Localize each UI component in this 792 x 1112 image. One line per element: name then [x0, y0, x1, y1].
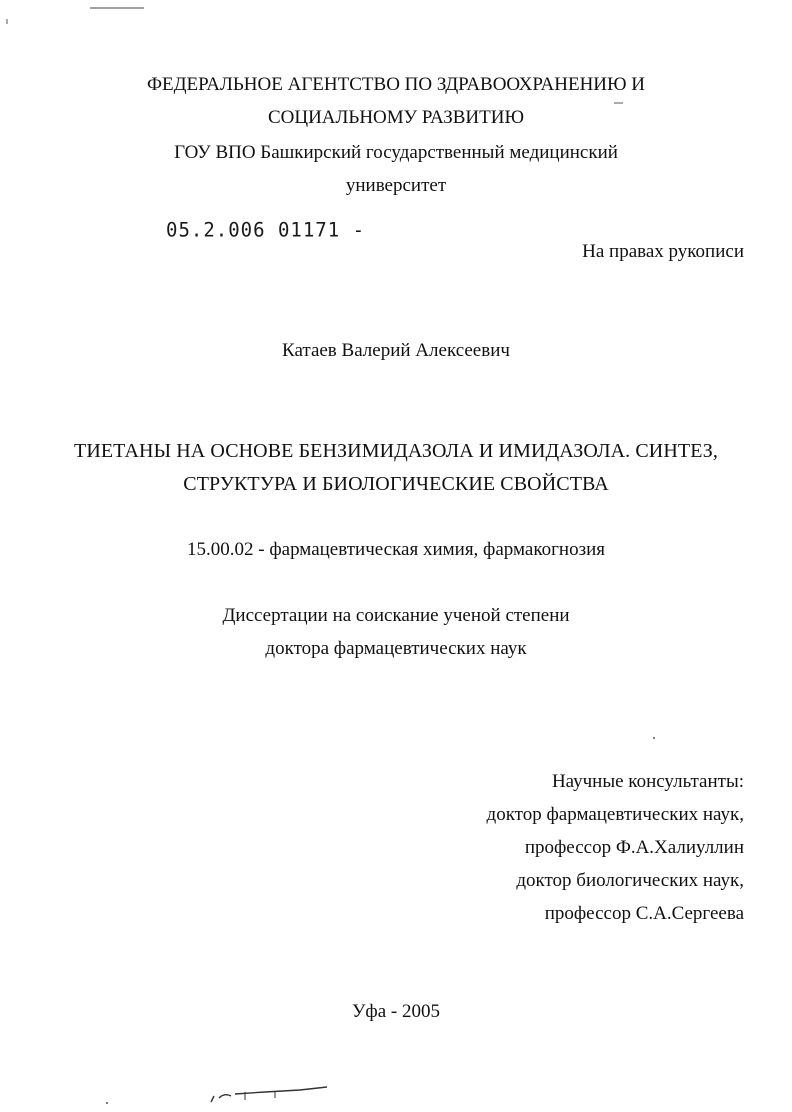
consultants-heading: Научные консультанты: — [551, 771, 744, 792]
author-name: Катаев Валерий Алексеевич — [282, 340, 510, 361]
registration-stamp-number: 05.2.006 01171 - — [166, 218, 366, 242]
consultant-line: доктор биологических наук, — [516, 870, 744, 891]
agency-line-2: СОЦИАЛЬНОМУ РАЗВИТИЮ — [267, 107, 525, 128]
scan-artifact-dot-left — [4, 18, 10, 26]
university-line-2: университет — [345, 175, 447, 196]
city-year: Уфа - 2005 — [351, 1001, 441, 1022]
university-line-1: ГОУ ВПО Башкирский государственный медицинский — [174, 142, 618, 163]
consultant-line: профессор С.А.Сергеева — [544, 903, 744, 924]
rights-notice: На правах рукописи — [582, 241, 744, 262]
consultant-line: профессор Ф.А.Халиуллин — [524, 837, 744, 858]
signature-scribble — [205, 1082, 335, 1108]
scan-artifact-dot — [650, 735, 658, 741]
degree-line-2: доктора фармацевтических наук — [265, 638, 527, 659]
agency-line-1: ФЕДЕРАЛЬНОЕ АГЕНТСТВО ПО ЗДРАВООХРАНЕНИЮ И — [146, 74, 646, 95]
scan-artifact-bottom-dot — [104, 1100, 110, 1106]
dissertation-title-line-1: ТИЕТАНЫ НА ОСНОВЕ БЕНЗИМИДАЗОЛА И ИМИДАЗОЛА. СИНТЕЗ, — [74, 440, 718, 462]
scan-artifact-top-line — [88, 4, 148, 12]
scan-artifact-dash — [612, 100, 626, 106]
specialty-code: 15.00.02 - фармацевтическая химия, фармакогнозия — [187, 539, 605, 560]
consultant-line: доктор фармацевтических наук, — [486, 804, 744, 825]
degree-line-1: Диссертации на соискание ученой степени — [222, 605, 570, 626]
dissertation-title-line-2: СТРУКТУРА И БИОЛОГИЧЕСКИЕ СВОЙСТВА — [183, 473, 609, 495]
